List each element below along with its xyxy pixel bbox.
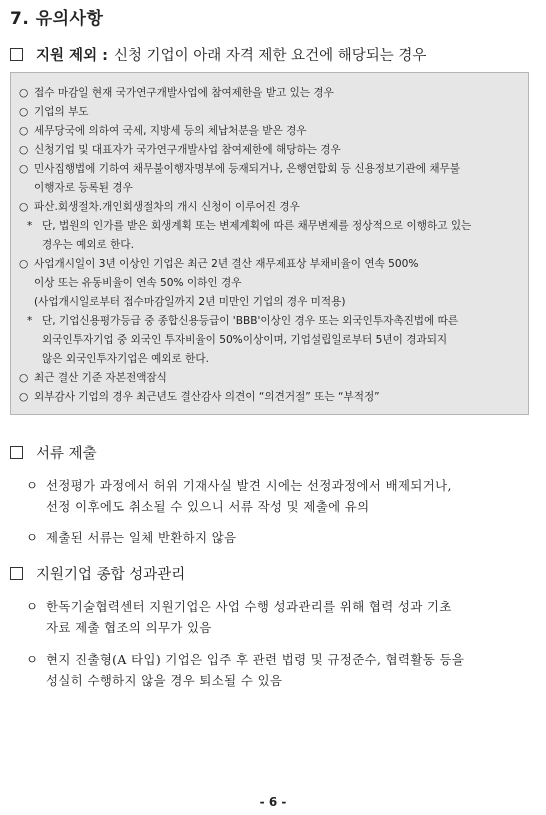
box-line: ○ 기업의 부도: [19, 106, 89, 118]
docs-line: ㅇ 선정평가 과정에서 허위 기재사실 발견 시에는 선정과정에서 배제되거나,: [26, 478, 452, 493]
box-line: ○ 신청기업 및 대표자가 국가연구개발사업 참여제한에 해당하는 경우: [19, 144, 341, 156]
restriction-box: [10, 72, 529, 415]
box-line: ○ 최근 결산 기준 자본전액잠식: [19, 372, 167, 384]
box-line: * 단, 기업신용평가등급 중 종합신용등급이 'BBB'이상인 경우 또는 외국인투자촉진법에 따른: [27, 315, 459, 327]
checkbox-square-icon: [10, 567, 23, 580]
restriction-desc: 신청 기업이 아래 자격 제한 요건에 해당되는 경우: [113, 48, 427, 64]
box-line: ○ 외부감사 기업의 경우 최근년도 결산감사 의견이 “의견거절” 또는 “부적정”: [19, 391, 380, 403]
box-line: ○ 접수 마감일 현재 국가연구개발사업에 참여제한을 받고 있는 경우: [19, 87, 334, 99]
box-line: 이행자로 등록된 경우: [34, 182, 133, 194]
box-line: 외국인투자기업 중 외국인 투자비율이 50%이상이며, 기업설립일로부터 5년이 경과되지: [42, 334, 448, 346]
box-line: ○ 민사집행법에 기하여 채무불이행자명부에 등재되거나, 은행연합회 등 신용정보기관에 채무불: [19, 163, 461, 175]
box-line: 경우는 예외로 한다.: [42, 239, 134, 251]
box-line: ○ 세무당국에 의하여 국세, 지방세 등의 체납처분을 받은 경우: [19, 125, 307, 137]
checkbox-square-icon: [10, 48, 23, 61]
perf-heading: [10, 563, 185, 584]
perf-line: ㅇ 한독기술협력센터 지원기업은 사업 수행 성과관리를 위해 협력 성과 기초: [26, 599, 452, 614]
box-line: 않은 외국인투자기업은 예외로 한다.: [42, 353, 209, 365]
docs-heading: [10, 442, 97, 463]
docs-title: 서류 제출: [36, 446, 97, 462]
docs-line: ㅇ 제출된 서류는 일체 반환하지 않음: [26, 530, 237, 545]
restriction-title: 지원 제외 :: [36, 48, 108, 64]
box-line: * 단, 법원의 인가를 받은 회생계획 또는 변제계획에 따른 채무변제를 정상적으로 이행하고 있는: [27, 220, 472, 232]
box-line: (사업개시일로부터 접수마감일까지 2년 미만인 기업의 경우 미적용): [34, 296, 346, 308]
box-line: ○ 파산.회생절차.개인회생절차의 개시 신청이 이루어진 경우: [19, 201, 300, 213]
perf-line: ㅇ 현지 진출형(A 타입) 기업은 입주 후 관련 법령 및 규정준수, 협력활동 등을: [26, 652, 465, 667]
perf-title: 지원기업 종합 성과관리: [36, 567, 186, 583]
section-heading: 7. 유의사항: [10, 9, 104, 29]
docs-line: 선정 이후에도 취소될 수 있으니 서류 작성 및 제출에 유의: [46, 499, 370, 514]
box-line: ○ 사업개시일이 3년 이상인 기업은 최근 2년 결산 재무제표상 부채비율이 연속 500%: [19, 258, 419, 270]
restriction-heading: [10, 44, 426, 65]
perf-line: 성실히 수행하지 않을 경우 퇴소될 수 있음: [46, 673, 283, 688]
page-number: - 6 -: [259, 795, 287, 809]
checkbox-square-icon: [10, 446, 23, 459]
perf-line: 자료 제출 협조의 의무가 있음: [46, 620, 212, 635]
box-line: 이상 또는 유동비율이 연속 50% 이하인 경우: [34, 277, 242, 289]
